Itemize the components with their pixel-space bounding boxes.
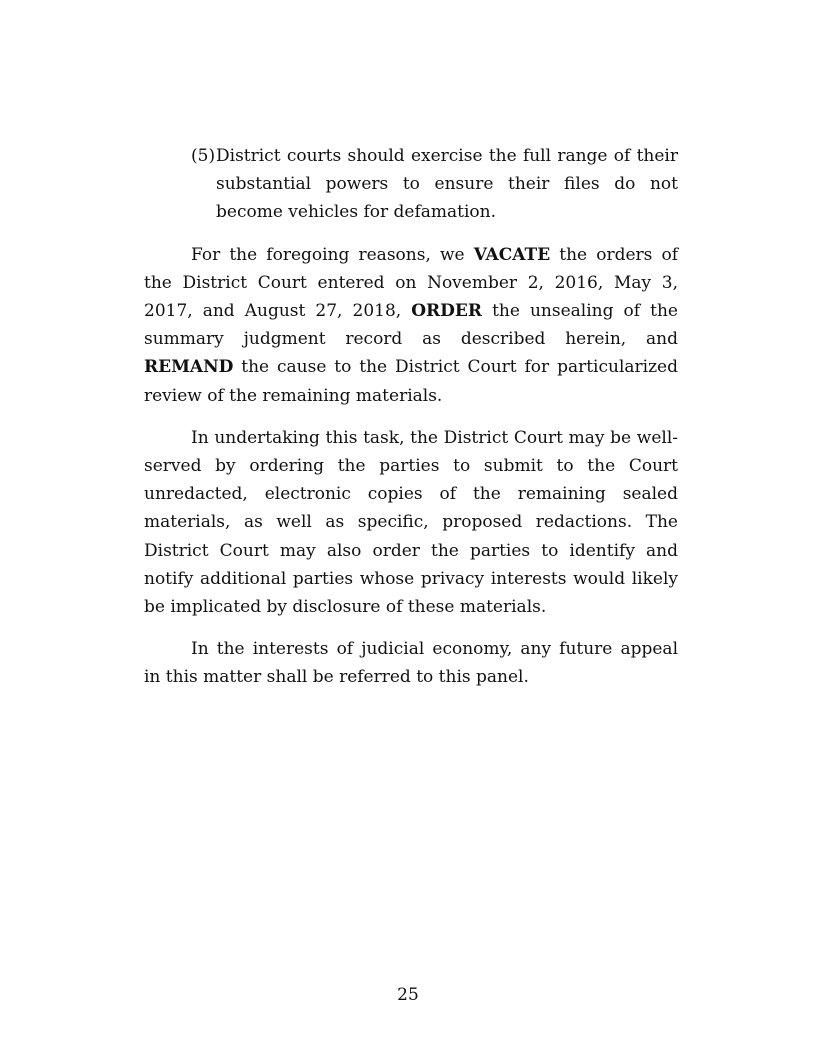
list-item-number: (5) [191, 146, 216, 166]
paragraph-text: the cause to the District Court for particularized review of the remaining materials. [144, 357, 678, 406]
paragraph-disposition [144, 241, 678, 410]
vacate-keyword: VACATE [473, 244, 551, 265]
paragraph-instructions: In undertaking this task, the District Court may be well-served by ordering the parties to submit to the Court unredacted, electronic copies of the remaining sealed materials, as well as specific, proposed redactions. The District Court may also order the parties to identify and notify additional parties whose privacy interests would likely be implicated by disclosure of these materials. [144, 427, 678, 618]
paragraph-text: the orders of the District Court entered on November 2, 2016, May 3, 2017, and August 27, 2018, [144, 244, 679, 322]
order-keyword: ORDER [411, 301, 483, 322]
list-item [191, 142, 678, 227]
remand-keyword: REMAND [144, 357, 234, 378]
list-item-text: District courts should exercise the full range of their substantial powers to ensure their files do not become vehicles for defamation. [216, 146, 678, 223]
page-number: 25 [397, 985, 419, 1005]
paragraph-text: the unsealing of the summary judgment record as described herein, and [144, 301, 678, 350]
paragraph-text: For the foregoing reasons, we [191, 244, 474, 265]
paragraph-judicial-economy: In the interests of judicial economy, any future appeal in this matter shall be referred to this panel. [144, 639, 678, 688]
document-body [144, 142, 678, 706]
